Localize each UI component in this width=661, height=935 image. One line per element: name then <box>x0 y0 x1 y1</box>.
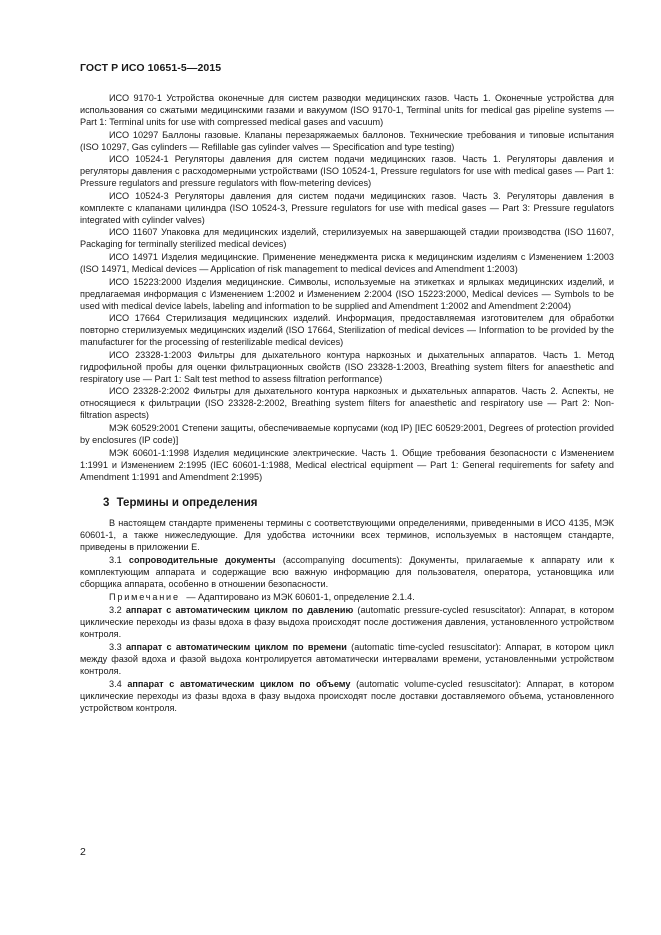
document-header: ГОСТ Р ИСО 10651-5—2015 <box>80 62 222 74</box>
term-number: 3.2 <box>109 604 122 615</box>
page-number: 2 <box>80 846 86 858</box>
note-text: — Адаптировано из МЭК 60601-1, определение 2.1.4. <box>186 591 415 602</box>
page-content <box>80 92 614 715</box>
term-number: 3.4 <box>109 678 122 689</box>
reference-item: ИСО 10524-1 Регуляторы давления для систем подачи медицинских газов. Часть 1. Регуляторы давления и регуляторы давления с расходомерными устройствами (ISO 10524-1, Pressure regulators for use with medical gases — Part 1: Pressure regulators and pressure regulators with flow-metering devices) <box>80 154 614 189</box>
section-number: 3 <box>103 496 110 509</box>
section-heading <box>103 497 614 509</box>
note <box>80 591 614 603</box>
reference-item: ИСО 14971 Изделия медицинские. Применение менеджмента риска к медицинским изделиям с Изменением 1:2003 (ISO 14971, Medical devices — Application of risk management to medical devices and Amendment 1:2003) <box>80 251 614 274</box>
term-definition <box>80 678 614 714</box>
term-text: (accompanying documents): Документы, прилагаемые к аппарату или к комплектующим аппарата и содержащие всю важную информацию для пользователя, оператора, установщика или сборщика аппарата, особенно в отношении безопасности. <box>80 554 614 589</box>
reference-item: ИСО 15223:2000 Изделия медицинские. Символы, используемые на этикетках и ярлыках медицинских изделий, и предлагаемая информация с Изменением 1:2002 и Изменением 2:2004 (ISO 15223:2000, Medical devices — Symbols to be used with medical device labels, labeling and information to be supplied and Amendment 1:2002 and Amendment 2:2004) <box>80 276 614 311</box>
term-text: (automatic time-cycled resuscitator): Аппарат, в котором цикл между фазой вдоха и фазой выдоха контролируется автоматически интервалами времени, установленными устройством контроля. <box>80 641 614 676</box>
section-title: Термины и определения <box>116 496 258 509</box>
term-name: аппарат с автоматическим циклом по объему <box>127 678 351 689</box>
term-text: (automatic pressure-cycled resuscitator): Аппарат, в котором циклические переходы из фазы вдоха в фазу выдоха происходят после достижения давления, установленного устройством контроля. <box>80 604 614 639</box>
term-name: аппарат с автоматическим циклом по времени <box>125 641 347 652</box>
reference-item: ИСО 23328-1:2003 Фильтры для дыхательного контура наркозных и дыхательных аппаратов. Часть 1. Метод гидрофильной пробы для оценки фильтрационных свойств (ISO 23328-1:2003, Breathing system filters for anaesthetic and respiratory use — Part 1: Salt test method to assess filtration performance) <box>80 349 614 384</box>
reference-item: ИСО 9170-1 Устройства оконечные для систем разводки медицинских газов. Часть 1. Оконечные устройства для использования со сжатыми медицинскими газами и вакуумом (ISO 9170-1, Terminal units for medical gas pipeline systems — Part 1: Terminal units for use with compressed medical gases and vacuum) <box>80 93 614 127</box>
reference-item: ИСО 23328-2:2002 Фильтры для дыхательного контура наркозных и дыхательных аппаратов. Часть 2. Аспекты, не относящиеся к фильтрации (ISO 23328-2:2002, Breathing system filters for anaesthetic and respiratory use — Part 2: Non-filtration aspects) <box>80 386 614 421</box>
reference-item: МЭК 60529:2001 Степени защиты, обеспечиваемые корпусами (код IP) [IEC 60529:2001, Degrees of protection provided by enclosures (IP code)] <box>80 422 614 445</box>
reference-item: ИСО 11607 Упаковка для медицинских изделий, стерилизуемых на завершающей стадии производства (ISO 11607, Packaging for terminally sterilized medical devices) <box>80 227 614 250</box>
term-definition <box>80 554 614 590</box>
reference-item: ИСО 10297 Баллоны газовые. Клапаны перезаряжаемых баллонов. Технические требования и типовые испытания (ISO 10297, Gas cylinders — Refillable gas cylinder valves — Specification and type testing) <box>80 129 614 152</box>
term-name: аппарат с автоматическим циклом по давлению <box>125 604 354 615</box>
reference-item: ИСО 17664 Стерилизация медицинских изделий. Информация, предоставляемая изготовителем для обработки повторно стерилизуемых медицинских изделий (ISO 17664, Sterilization of medical devices — Information to be provided by the manufacturer for the processing of resterilizable medical devices) <box>80 313 614 348</box>
note-label: Примечание <box>109 591 180 602</box>
term-text: (automatic volume-cycled resuscitator): Аппарат, в котором циклические переходы из фазы вдоха в фазу выдоха происходят после доставки доставляемого объема, установленного устройством контроля. <box>80 678 614 713</box>
term-name: сопроводительные документы <box>128 554 276 565</box>
reference-item: МЭК 60601-1:1998 Изделия медицинские электрические. Часть 1. Общие требования безопасности с Изменением 1:1991 и Изменением 2:1995 (IEC 60601-1:1988, Medical electrical equipment — Part 1: General requirements for safety and Amendment 1:1991 and Amendment 2:1995) <box>80 447 614 482</box>
term-definition <box>80 641 614 677</box>
section-intro: В настоящем стандарте применены термины с соответствующими определениями, приведенными в ИСО 4135, МЭК 60601-1, а также нижеследующие. Для удобства источники всех терминов, используемых в настоящем стандарте, приведены в приложении Е. <box>80 517 614 552</box>
reference-item: ИСО 10524-3 Регуляторы давления для систем подачи медицинских газов. Часть 3. Регуляторы давления в комплекте с клапанами цилиндра (ISO 10524-3, Pressure regulators for use with medical gases — Part 3: Pressure regulators integrated with cylinder valves) <box>80 190 614 225</box>
term-number: 3.3 <box>109 641 122 652</box>
term-number: 3.1 <box>109 554 122 565</box>
term-definition <box>80 604 614 640</box>
